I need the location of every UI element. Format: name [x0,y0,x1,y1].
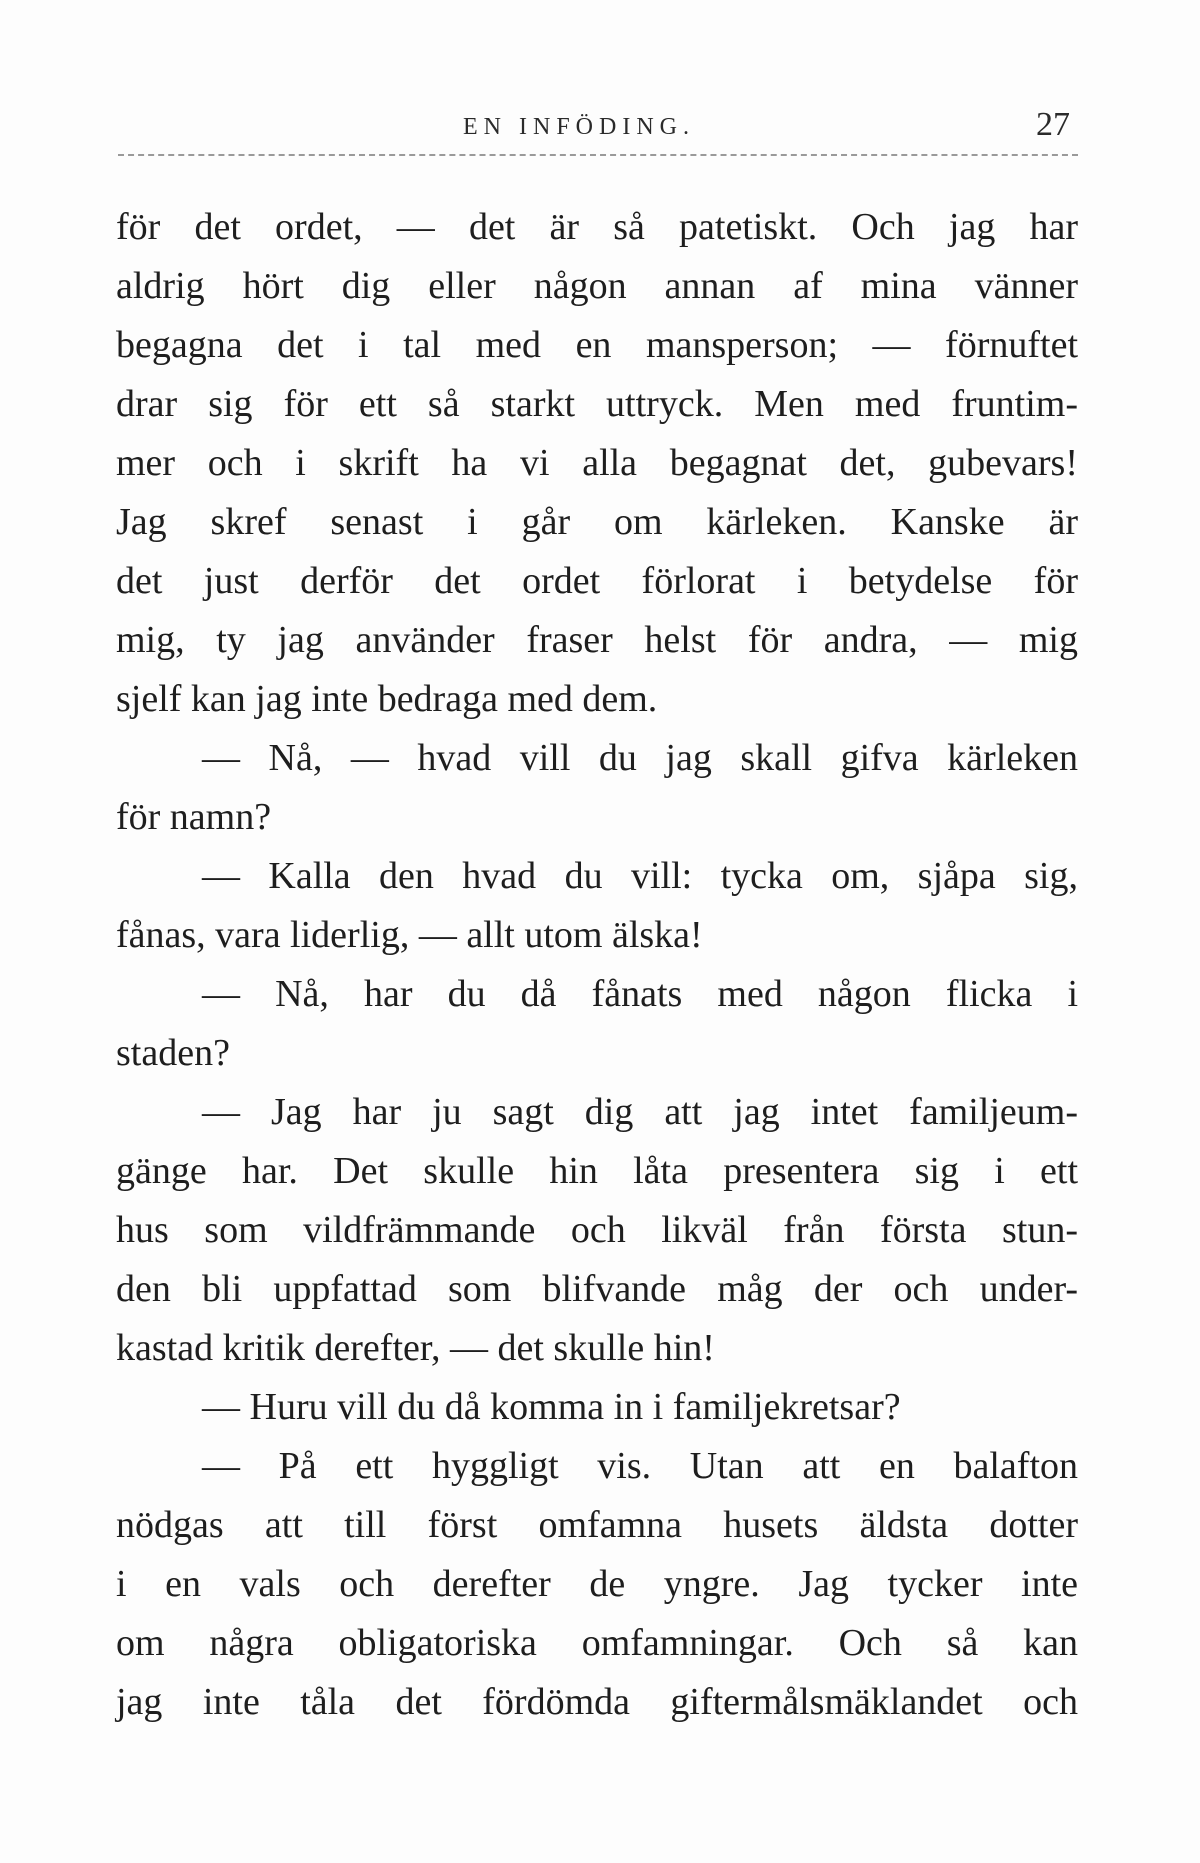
text-line: mer och i skrift ha vi alla begagnat det, gubevars! [116,442,1078,484]
running-title: EN INFÖDING. [463,114,695,140]
text-line: — Jag har ju sagt dig att jag intet familjeum- [202,1091,1078,1133]
page-header [118,96,1078,156]
text-line: i en vals och derefter de yngre. Jag tycker inte [116,1563,1078,1605]
text-line: fånas, vara liderlig, — allt utom älska! [116,914,703,956]
text-line: nödgas att till först omfamna husets äldsta dotter [116,1504,1078,1546]
text-line: Jag skref senast i går om kärleken. Kanske är [116,501,1078,543]
body-text [116,198,1078,1732]
text-line: för det ordet, — det är så patetiskt. Och jag har [116,206,1078,248]
text-line: hus som vildfrämmande och likväl från första stun- [116,1209,1078,1251]
text-line: den bli uppfattad som blifvande måg der och under- [116,1268,1078,1310]
text-line: staden? [116,1032,230,1074]
text-line: det just derför det ordet förlorat i betydelse för [116,560,1078,602]
text-line: för namn? [116,796,272,838]
text-line: — Nå, har du då fånats med någon flicka i [202,973,1078,1015]
text-line: — Huru vill du då komma in i familjekretsar? [202,1386,901,1428]
text-line: — Kalla den hvad du vill: tycka om, sjåpa sig, [202,855,1078,897]
text-line: sjelf kan jag inte bedraga med dem. [116,678,658,720]
text-line: mig, ty jag använder fraser helst för andra, — mig [116,619,1078,661]
text-line: gänge har. Det skulle hin låta presentera sig i ett [116,1150,1078,1192]
text-line: begagna det i tal med en mansperson; — förnuftet [116,324,1078,366]
text-line: — På ett hyggligt vis. Utan att en balafton [202,1445,1078,1487]
text-line: — Nå, — hvad vill du jag skall gifva kärleken [202,737,1078,779]
text-line: om några obligatoriska omfamningar. Och så kan [116,1622,1078,1664]
text-line: jag inte tåla det fördömda giftermålsmäklandet och [116,1681,1078,1723]
text-line: kastad kritik derefter, — det skulle hin! [116,1327,715,1369]
page-number: 27 [1036,106,1070,143]
header-rule [118,154,1078,156]
text-line: drar sig för ett så starkt uttryck. Men med fruntim- [116,383,1078,425]
text-line: aldrig hört dig eller någon annan af mina vänner [116,265,1078,307]
